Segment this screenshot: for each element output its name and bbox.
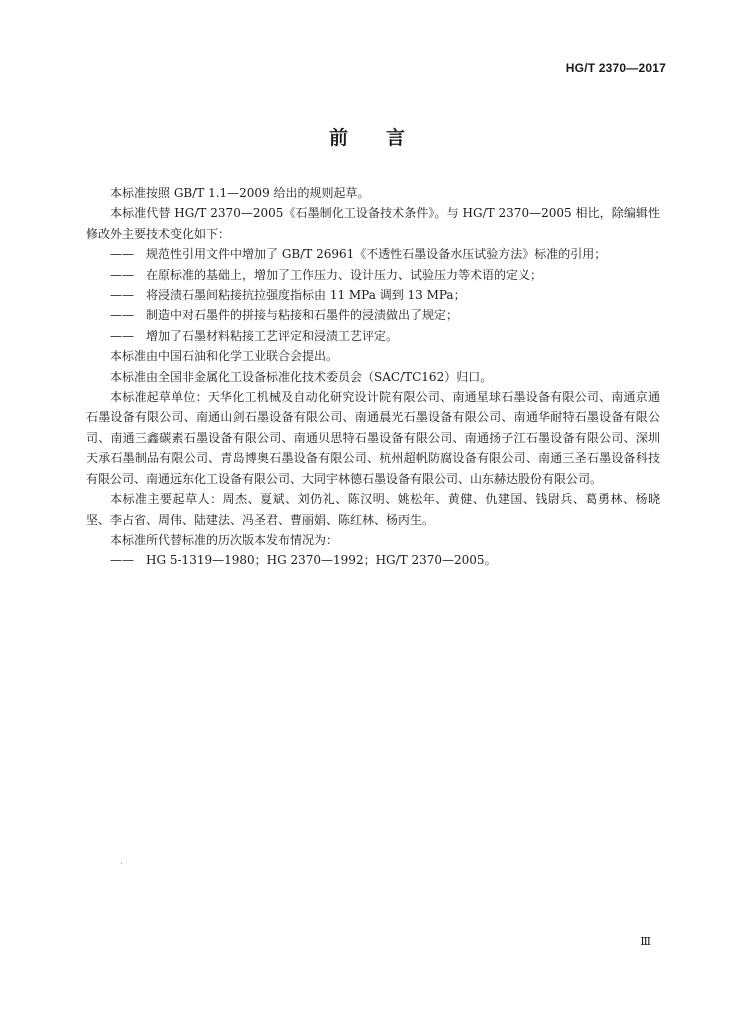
page-title: 前言	[328, 127, 443, 149]
list-item	[86, 265, 660, 285]
list-item	[86, 305, 660, 325]
list-item	[86, 326, 660, 346]
list-item	[86, 244, 660, 264]
page-number: Ⅲ	[640, 935, 651, 948]
paragraph-committee: 本标准由全国非金属化工设备标准化技术委员会（SAC/TC162）归口。	[110, 369, 493, 384]
list-item-text: HG 5-1319—1980；HG 2370—1992；HG/T 2370—2005。	[146, 553, 497, 568]
list-item	[86, 285, 660, 305]
paragraph-replacement: 本标准代替 HG/T 2370—2005《石墨制化工设备技术条件》。与 HG/T 2370—2005 相比，除编辑性修改外主要技术变化如下：	[86, 206, 660, 241]
list-dash: ——	[110, 288, 134, 303]
foreword-body	[86, 183, 660, 571]
list-dash: ——	[110, 553, 134, 568]
paragraph-proposer: 本标准由中国石油和化学工业联合会提出。	[110, 349, 339, 364]
list-item	[86, 550, 660, 570]
paragraph-history: 本标准所代替标准的历次版本发布情况为：	[110, 532, 339, 547]
standard-code: HG/T 2370—2017	[565, 61, 666, 75]
list-dash: ——	[110, 328, 134, 343]
paragraph-drafting-rules: 本标准按照 GB/T 1.1—2009 给出的规则起草。	[110, 186, 370, 200]
paragraph-drafting-units: 本标准起草单位：天华化工机械及自动化研究设计院有限公司、南通星球石墨设备有限公司、南通京通石墨设备有限公司、南通山剑石墨设备有限公司、南通晨光石墨设备有限公司、南通华耐特石墨设备有限公司、南通三鑫碳素石墨设备有限公司、南通贝思特石墨设备有限公司、南通扬子江石墨设备有限公司、深圳天承石墨制品有限公司、青岛博奥石墨设备有限公司、杭州超帆防腐设备有限公司、南通三圣石墨设备科技有限公司、南通远东化工设备有限公司、大同宇林德石墨设备有限公司、山东赫达股份有限公司。	[86, 390, 660, 486]
list-item-text: 增加了石墨材料粘接工艺评定和浸渍工艺评定。	[146, 328, 399, 343]
list-dash: ——	[110, 267, 134, 282]
list-dash: ——	[110, 247, 134, 262]
list-item-text: 在原标准的基础上，增加了工作压力、设计压力、试验压力等术语的定义；	[146, 267, 543, 282]
list-dash: ——	[110, 308, 134, 323]
scan-speck	[121, 863, 122, 864]
paragraph-drafters: 本标准主要起草人：周杰、夏斌、刘仍礼、陈汉明、姚松年、黄健、仇建国、钱尉兵、葛勇林、杨晓坚、李占省、周伟、陆建法、冯圣君、曹丽娟、陈红林、杨丙生。	[86, 492, 660, 527]
list-item-text: 制造中对石墨件的拼接与粘接和石墨件的浸渍做出了规定；	[146, 308, 459, 323]
list-item-text: 将浸渍石墨间粘接抗拉强度指标由 11 MPa 调到 13 MPa；	[146, 288, 466, 303]
list-item-text: 规范性引用文件中增加了 GB/T 26961《不透性石墨设备水压试验方法》标准的引用；	[146, 247, 607, 262]
